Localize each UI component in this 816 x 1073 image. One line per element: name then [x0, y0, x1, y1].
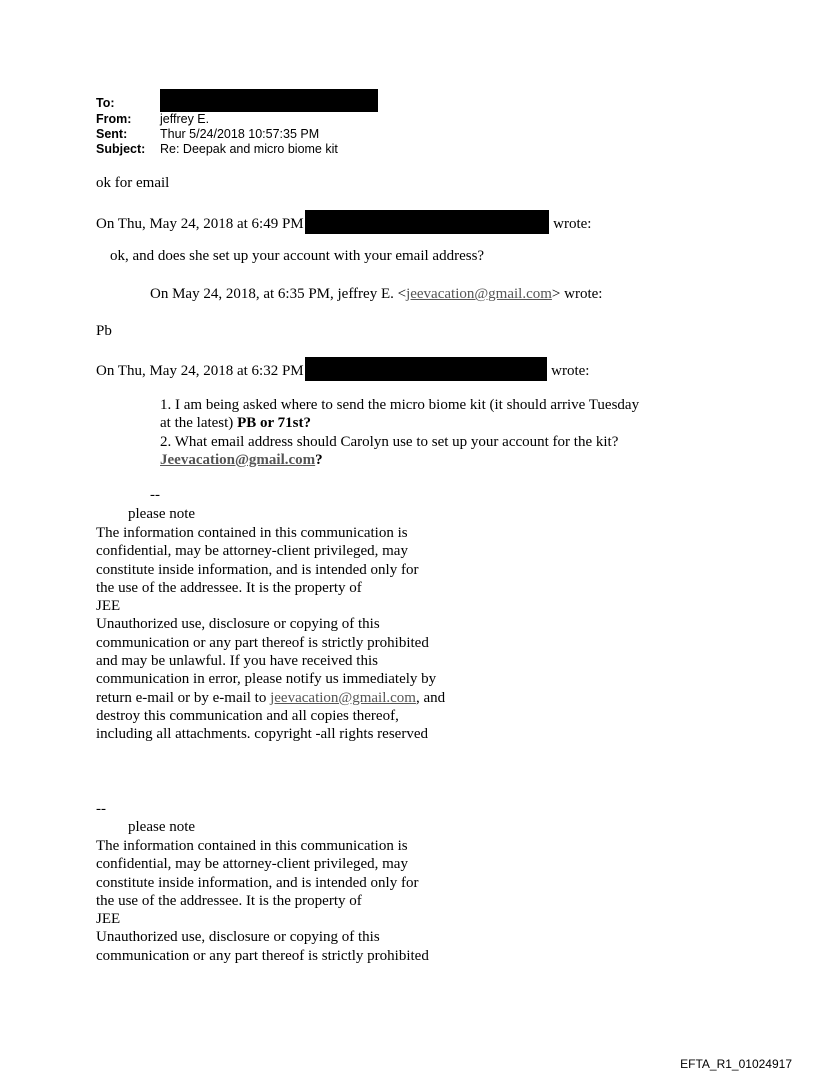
question-2-line-2 — [160, 451, 639, 469]
to-row — [96, 96, 378, 112]
sent-row — [96, 127, 378, 142]
return-prefix: return e-mail or by e-mail to — [96, 689, 271, 706]
quote-line-1 — [96, 210, 591, 234]
quote-2-suffix: > wrote: — [551, 286, 603, 302]
quote-1-suffix: wrote: — [553, 216, 592, 232]
disclaimer-line: constitute inside information, and is intended only for — [96, 561, 419, 578]
email-header — [96, 96, 378, 157]
reply-ok-for-email: ok for email — [96, 175, 170, 191]
sent-value: Thur 5/24/2018 10:57:35 PM — [160, 127, 320, 141]
please-note: please note — [128, 506, 196, 522]
email-link[interactable]: Jeevacation@gmail.com — [160, 451, 316, 468]
disclaimer-line: including all attachments. copyright -all rights reserved — [96, 726, 428, 743]
document-id: EFTA_R1_01024917 — [680, 1057, 792, 1071]
quote-3-prefix: On Thu, May 24, 2018 at 6:32 PM — [96, 363, 304, 379]
subject-label: Subject: — [96, 142, 146, 156]
quote-2-prefix: On May 24, 2018, at 6:35 PM, jeffrey E. < — [150, 286, 407, 302]
return-suffix: , and — [415, 689, 446, 706]
disclaimer-block-2 — [96, 837, 429, 965]
disclaimer-line: communication or any part thereof is strictly prohibited — [96, 947, 429, 964]
question-2-line-1: 2. What email address should Carolyn use to set up your account for the kit? — [160, 433, 619, 450]
redaction-bar — [160, 89, 378, 112]
disclaimer-line: the use of the addressee. It is the property of — [96, 892, 362, 909]
to-label: To: — [96, 96, 115, 110]
disclaimer-line: the use of the addressee. It is the property of — [96, 579, 362, 596]
signature-dash: -- — [150, 487, 160, 503]
quote-line-2 — [150, 285, 602, 303]
reply-pb: Pb — [96, 323, 112, 339]
quote-3-suffix: wrote: — [551, 363, 590, 379]
disclaimer-line: JEE — [96, 911, 121, 928]
question-mark: ? — [315, 451, 323, 468]
please-note: please note — [128, 819, 196, 835]
email-link[interactable]: jeevacation@gmail.com — [270, 689, 416, 706]
from-value: jeffrey E. — [160, 112, 210, 126]
from-row — [96, 112, 378, 127]
sent-label: Sent: — [96, 127, 128, 141]
numbered-questions — [160, 396, 639, 469]
disclaimer-line: Unauthorized use, disclosure or copying of this — [96, 929, 380, 946]
quote-1-prefix: On Thu, May 24, 2018 at 6:49 PM — [96, 216, 304, 232]
disclaimer-line: communication or any part thereof is strictly prohibited — [96, 634, 429, 651]
disclaimer-line: confidential, may be attorney-client privileged, may — [96, 856, 408, 873]
disclaimer-line: The information contained in this communication is — [96, 525, 408, 541]
disclaimer-block-1 — [96, 524, 445, 744]
disclaimer-return-line — [96, 689, 445, 707]
from-label: From: — [96, 112, 132, 126]
quote-line-3 — [96, 357, 589, 381]
signature-dash: -- — [96, 801, 106, 817]
redaction-bar — [305, 210, 549, 234]
disclaimer-line: constitute inside information, and is intended only for — [96, 874, 419, 891]
email-link[interactable]: jeevacation@gmail.com — [406, 286, 552, 302]
question-1-line-2 — [160, 414, 639, 432]
disclaimer-line: and may be unlawful. If you have received this — [96, 653, 378, 670]
disclaimer-line: The information contained in this communication is — [96, 838, 408, 854]
disclaimer-line: JEE — [96, 598, 121, 615]
disclaimer-line: communication in error, please notify us immediately by — [96, 671, 437, 688]
subject-row — [96, 142, 378, 157]
question-1-bold: PB or 71st? — [237, 415, 311, 432]
reply-account-question: ok, and does she set up your account with your email address? — [110, 248, 485, 264]
question-1-text: at the latest) — [160, 415, 238, 432]
subject-value: Re: Deepak and micro biome kit — [160, 142, 338, 156]
question-1-line-1: 1. I am being asked where to send the micro biome kit (it should arrive Tuesday — [160, 397, 640, 413]
disclaimer-line: confidential, may be attorney-client privileged, may — [96, 543, 408, 560]
redaction-bar — [305, 357, 547, 381]
disclaimer-line: destroy this communication and all copies thereof, — [96, 707, 399, 724]
disclaimer-line: Unauthorized use, disclosure or copying of this — [96, 616, 380, 633]
